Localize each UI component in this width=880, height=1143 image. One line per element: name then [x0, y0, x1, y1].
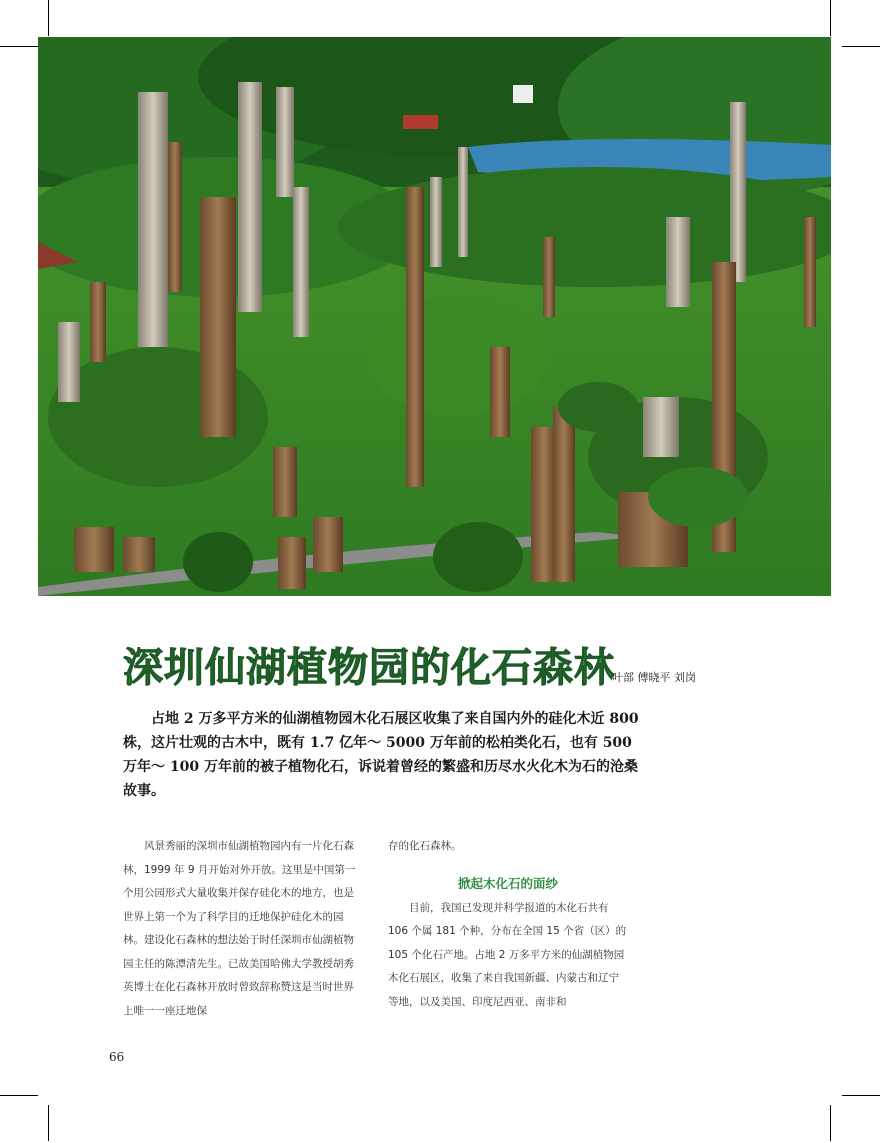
body-paragraph: 目前，我国已发现并科学报道的木化石共有 106 个属 181 个种，分布在全国 15 个省（区）的 105 个化石产地。占地 2 万多平方米的仙湖植物园木化石展区，收集了来自我国新疆、内蒙古和辽宁等地，以及美国、印度尼西亚、南非和: [388, 901, 627, 1008]
crop-mark-tl-h: [0, 46, 38, 47]
body-paragraph: 风景秀丽的深圳市仙湖植物园内有一片化石森林，1999 年 9 月开始对外开放。这里是中国第一个用公园形式大量收集并保存硅化木的地方，也是世界上第一个为了科学目的迁地保护硅化木的园林。建设化石森林的想法始于时任深圳市仙湖植物园主任的陈潭清先生。已故美国哈佛大学教授胡秀英博士在化石森林开放时曾致辞称赞这是当时世界上唯一一座迁地保: [123, 840, 356, 1017]
photo-illustration: [38, 37, 831, 596]
body-column-right: [388, 835, 628, 1014]
page-number: 66: [109, 1050, 125, 1064]
petrified-forest-photo: [38, 37, 831, 596]
crop-mark-tl-v: [48, 0, 49, 36]
crop-mark-tr-h: [842, 46, 880, 47]
crop-mark-bl-v: [48, 1105, 49, 1141]
article-authors: 叶部 傅晓平 刘岗: [612, 671, 696, 684]
crop-mark-bl-h: [0, 1095, 38, 1096]
body-paragraph-continued: 存的化石森林。: [388, 840, 462, 852]
article-intro: 占地 2 万多平方米的仙湖植物园木化石展区收集了来自国内外的硅化木近 800 株，这片壮观的古木中，既有 1.7 亿年～ 5000 万年前的松柏类化石，也有 500 万年～ 100 万年前的被子植物化石，诉说着曾经的繁盛和历尽水火化木为石的沧桑故事。: [123, 711, 639, 799]
article-title: 深圳仙湖植物园的化石森林: [123, 645, 615, 691]
crop-mark-br-h: [842, 1095, 880, 1096]
section-subheading: 掀起木化石的面纱: [457, 875, 558, 891]
crop-mark-tr-v: [830, 0, 831, 36]
crop-mark-br-v: [830, 1105, 831, 1141]
body-column-left: [123, 835, 363, 1023]
